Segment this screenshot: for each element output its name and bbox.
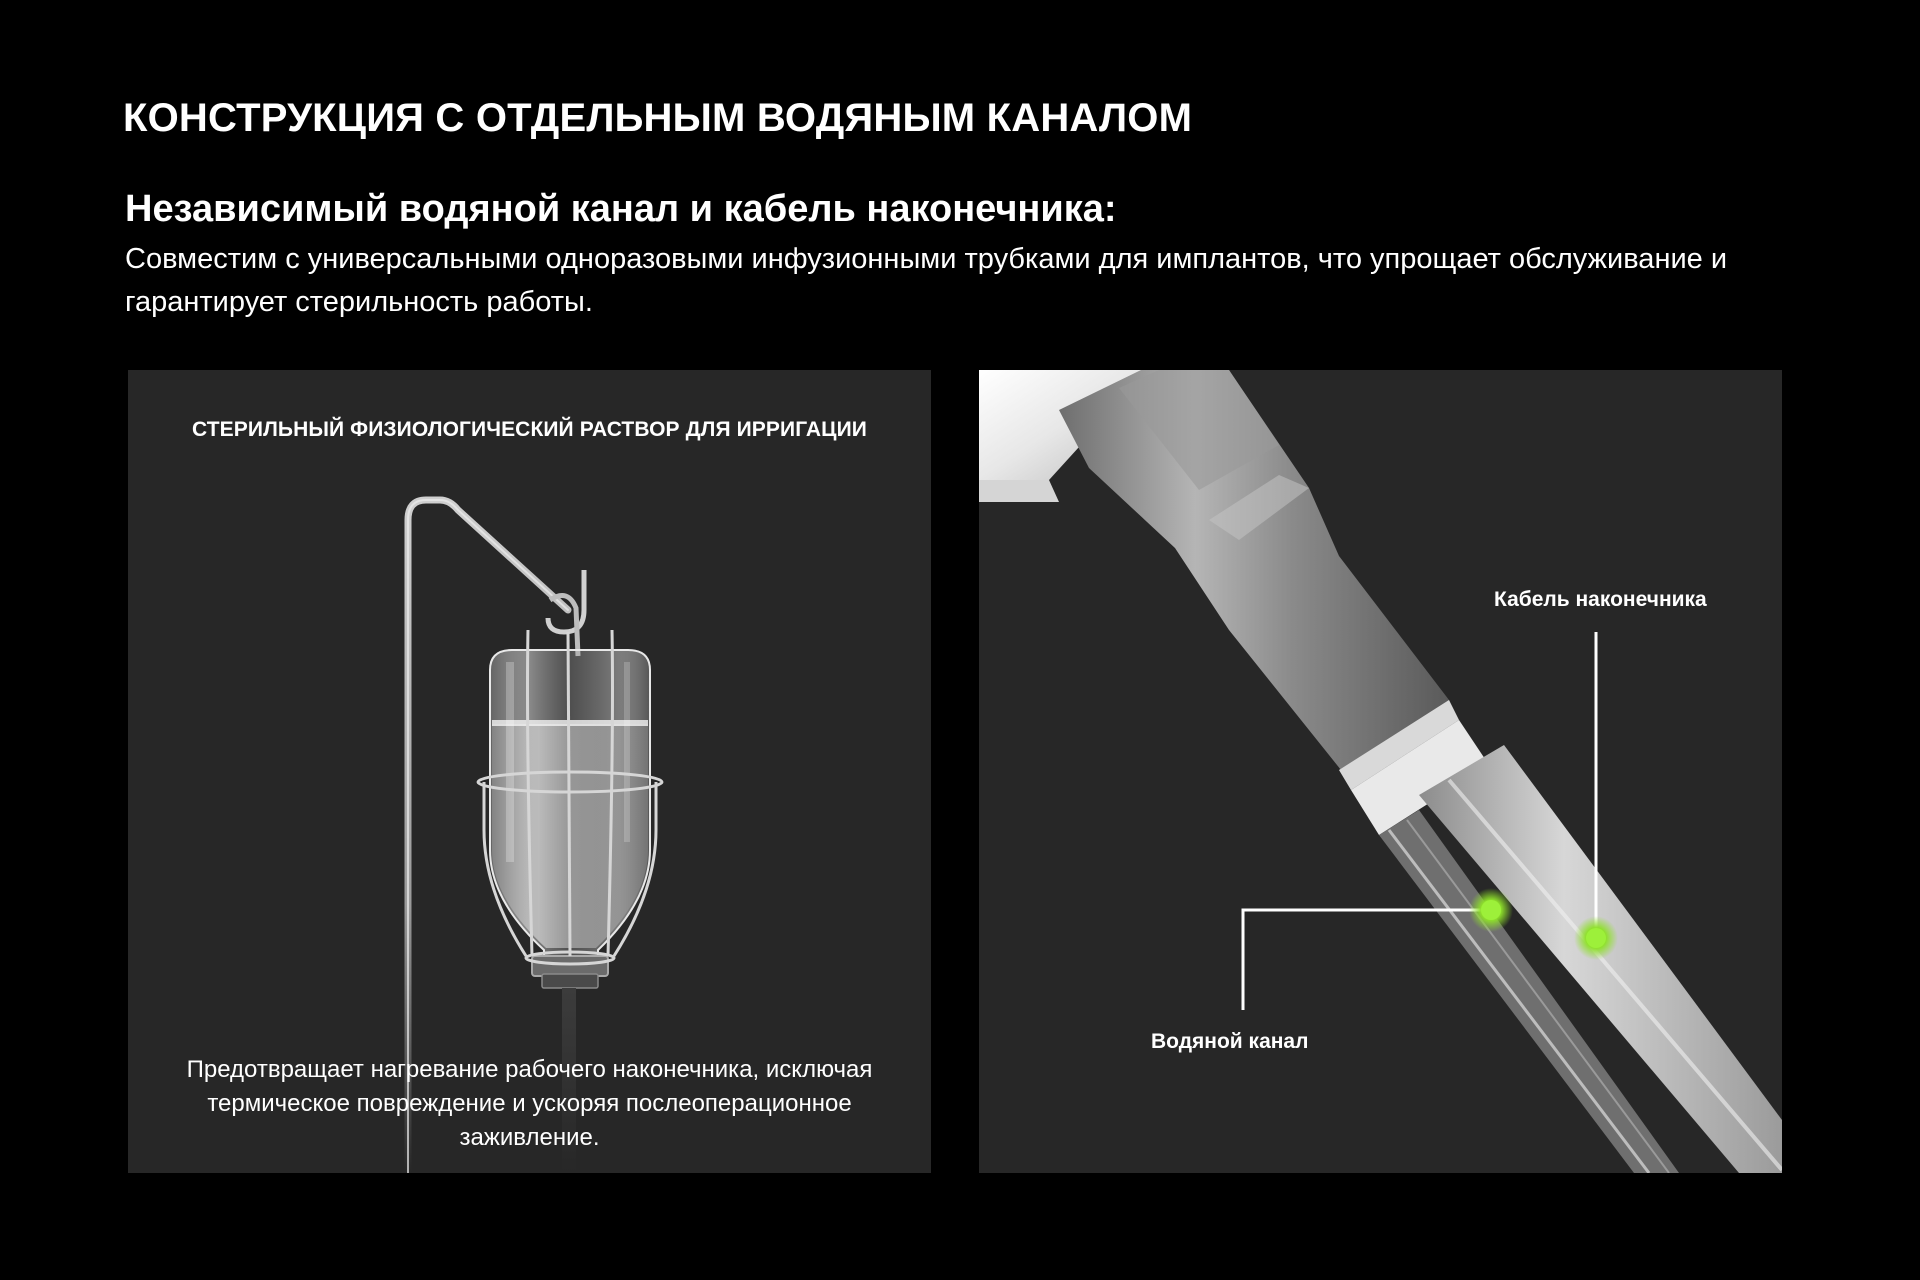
- water-channel-callout-label: Водяной канал: [1151, 1030, 1309, 1053]
- saline-panel-title: СТЕРИЛЬНЫЙ ФИЗИОЛОГИЧЕСКИЙ РАСТВОР ДЛЯ ИРРИГАЦИИ: [192, 418, 867, 441]
- section-subheading: Независимый водяной канал и кабель наконечника:: [125, 188, 1117, 230]
- handpiece-body: [979, 370, 1489, 835]
- bottle-hook: [548, 570, 584, 656]
- saline-panel: [128, 370, 931, 1173]
- saline-panel-caption: Предотвращает нагревание рабочего наконечника, исключая термическое повреждение и ускоряя послеоперационное заживление.: [186, 1056, 873, 1151]
- handpiece-illustration: [979, 370, 1782, 1173]
- section-description: Совместим с универсальными одноразовыми инфузионными трубками для имплантов, что упрощает обслуживание и гарантирует стерильность работы.: [125, 243, 1728, 318]
- water-channel-marker: [1469, 888, 1513, 932]
- handpiece-panel: [979, 370, 1782, 1173]
- page-headline: КОНСТРУКЦИЯ С ОТДЕЛЬНЫМ ВОДЯНЫМ КАНАЛОМ: [123, 96, 1193, 140]
- cable-marker: [1574, 916, 1618, 960]
- cable-callout-label: Кабель наконечника: [1494, 588, 1707, 611]
